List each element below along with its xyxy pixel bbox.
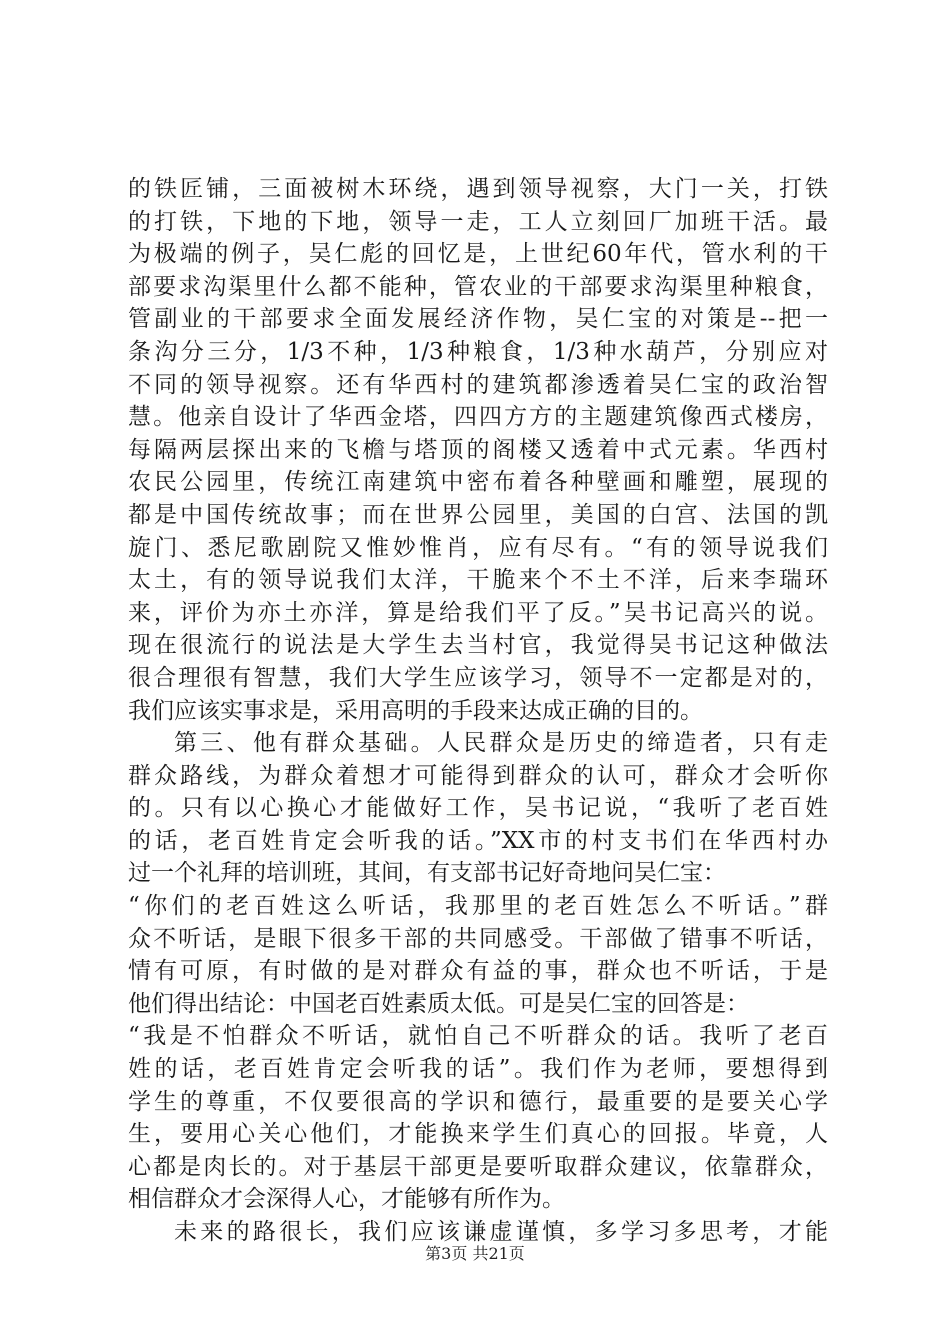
text-line: 的铁匠铺，三面被树木环绕，遇到领导视察，大门一关，打铁 bbox=[128, 176, 828, 202]
text-line: 众不听话，是眼下很多干部的共同感受。干部做了错事不听话， bbox=[128, 925, 828, 952]
text-line: 部要求沟渠里什么都不能种，管农业的干部要求沟渠里种粮食， bbox=[128, 273, 828, 300]
text-line: 过一个礼拜的培训班，其间，有支部书记好奇地问吴仁宝： bbox=[128, 860, 726, 887]
text-line: 情有可原，有时做的是对群众有益的事，群众也不听话，于是 bbox=[128, 958, 828, 985]
text-line: 慧。他亲自设计了华西金塔，四四方方的主题建筑像西式楼房， bbox=[128, 404, 828, 431]
text-line: 每隔两层探出来的飞檐与塔顶的阁楼又透着中式元素。华西村 bbox=[128, 436, 828, 463]
text-line: 生，要用心关心他们，才能换来学生们真心的回报。毕竟，人 bbox=[128, 1121, 828, 1148]
document-body bbox=[128, 173, 828, 1249]
text-line: 来，评价为亦土亦洋，算是给我们平了反。”吴书记高兴的说。 bbox=[128, 599, 828, 626]
text-line: 现在很流行的说法是大学生去当村官，我觉得吴书记这种做法 bbox=[128, 632, 828, 659]
page-number-footer: 第3页 共21页 bbox=[425, 1244, 525, 1263]
paragraph-first-line: 第三、他有群众基础。人民群众是历史的缔造者，只有走 bbox=[174, 730, 828, 757]
text-line: 农民公园里，传统江南建筑中密布着各种壁画和雕塑，展现的 bbox=[128, 469, 828, 496]
text-line: 学生的尊重，不仅要很高的学识和德行，最重要的是要关心学 bbox=[128, 1088, 828, 1115]
text-line: 姓的话，老百姓肯定会听我的话”。我们作为老师，要想得到 bbox=[128, 1056, 828, 1083]
text-line: 太土，有的领导说我们太洋，干脆来个不土不洋，后来李瑞环 bbox=[128, 567, 828, 594]
text-line: “我是不怕群众不听话，就怕自己不听群众的话。我听了老百 bbox=[128, 1023, 828, 1050]
text-line: 群众路线，为群众着想才可能得到群众的认可，群众才会听你 bbox=[128, 762, 828, 789]
text-line: 都是中国传统故事；而在世界公园里，美国的白宫、法国的凯 bbox=[128, 501, 828, 528]
paragraph-end-line: 相信群众才会深得人心，才能够有所作为。 bbox=[128, 1186, 565, 1213]
text-line: 心都是肉长的。对于基层干部更是要听取群众建议，依靠群众， bbox=[128, 1153, 828, 1180]
text-line: 条沟分三分，1/3不种，1/3种粮食，1/3种水葫芦，分别应对 bbox=[128, 338, 828, 365]
text-line: 的打铁，下地的下地，领导一走，工人立刻回厂加班干活。最 bbox=[128, 208, 828, 235]
text-line: 的。只有以心换心才能做好工作，吴书记说，“我听了老百姓 bbox=[128, 795, 828, 822]
text-line: 旋门、悉尼歌剧院又惟妙惟肖，应有尽有。“有的领导说我们 bbox=[128, 534, 828, 561]
text-line: 他们得出结论：中国老百姓素质太低。可是吴仁宝的回答是： bbox=[128, 990, 749, 1017]
text-line: 的话，老百姓肯定会听我的话。”XX市的村支书们在华西村办 bbox=[128, 827, 828, 854]
paragraph-first-line: 未来的路很长，我们应该谦虚谨慎，多学习多思考，才能 bbox=[174, 1219, 828, 1245]
text-line: 为极端的例子，吴仁彪的回忆是，上世纪60年代，管水利的干 bbox=[128, 241, 828, 268]
text-line: 管副业的干部要求全面发展经济作物，吴仁宝的对策是--把一 bbox=[128, 306, 828, 333]
paragraph-end-line: 我们应该实事求是，采用高明的手段来达成正确的目的。 bbox=[128, 697, 703, 724]
text-line: “你们的老百姓这么听话，我那里的老百姓怎么不听话。”群 bbox=[128, 893, 828, 920]
text-line: 不同的领导视察。还有华西村的建筑都渗透着吴仁宝的政治智 bbox=[128, 371, 828, 398]
text-line: 很合理很有智慧，我们大学生应该学习，领导不一定都是对的， bbox=[128, 664, 828, 691]
